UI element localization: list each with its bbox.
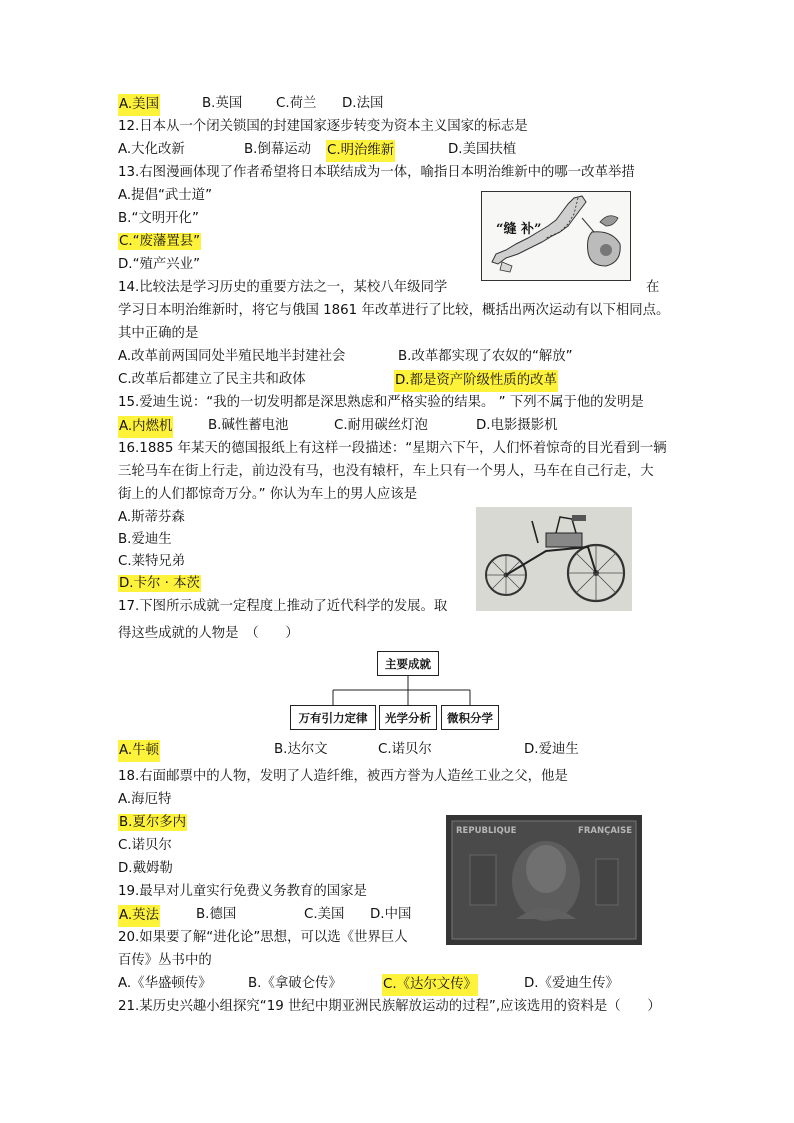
q20-option-d: D.《爱迪生传》 <box>524 976 619 991</box>
q15-option-c: C.耐用碳丝灯泡 <box>334 418 428 433</box>
diagram-node-calculus: 微积分学 <box>441 705 499 730</box>
q16-option-d: D.卡尔 · 本茨 <box>119 576 200 591</box>
q16-option-b: B.爱迪生 <box>118 532 172 547</box>
q18-option-a: A.海厄特 <box>118 792 172 807</box>
q20-stem-line2: 百传》丛书中的 <box>118 953 212 968</box>
chardonnet-stamp-image <box>446 815 642 945</box>
q13-option-c: C.“废藩置县” <box>119 234 201 249</box>
q12-option-a: A.大化改新 <box>118 142 185 157</box>
q17-option-c: C.诺贝尔 <box>378 742 432 757</box>
q11-option-c: C.荷兰 <box>276 96 317 111</box>
q19-option-a: A.英法 <box>118 905 160 927</box>
q14-option-b: B.改革都实现了农奴的“解放” <box>398 349 573 364</box>
japan-cartoon-image <box>481 191 631 281</box>
q13-option-b: B.“文明开化” <box>118 211 199 226</box>
q17-option-d: D.爱迪生 <box>524 742 579 757</box>
q15-option-d: D.电影摄影机 <box>476 418 558 433</box>
q16-stem-line1: 16.1885 年某天的德国报纸上有这样一段描述：“星期六下午，人们怀着惊奇的目光看到一辆 <box>118 441 667 456</box>
q17-stem-line2: 得这些成就的人物是 （ ） <box>118 626 299 641</box>
q11-option-a: A.美国 <box>118 94 160 116</box>
q18-option-d: D.戴姆勒 <box>118 861 173 876</box>
q14-stem-line1: 14.比较法是学习历史的重要方法之一，某校八年级同学 <box>118 280 448 295</box>
q19-stem: 19.最早对儿童实行免费义务教育的国家是 <box>118 884 367 899</box>
q14-stem-tail: 在 <box>646 280 660 295</box>
q19-option-d: D.中国 <box>370 907 412 922</box>
q14-option-c: C.改革后都建立了民主共和政体 <box>118 372 306 387</box>
q15-option-a: A.内燃机 <box>118 416 173 438</box>
q13-option-a: A.提倡“武士道” <box>118 188 213 203</box>
q14-stem-line3: 其中正确的是 <box>118 326 199 341</box>
diagram-node-gravitation: 万有引力定律 <box>290 705 376 730</box>
q20-option-a: A.《华盛顿传》 <box>118 976 212 991</box>
q16-option-a: A.斯蒂芬森 <box>118 510 185 525</box>
q17-stem-line1: 17.下图所示成就一定程度上推动了近代科学的发展。取 <box>118 599 448 614</box>
q19-option-b: B.德国 <box>196 907 237 922</box>
q21-stem: 21.某历史兴趣小组探究“19 世纪中期亚洲民族解放运动的过程”,应该选用的资料是（ ） <box>118 999 661 1014</box>
q20-option-b: B.《拿破仑传》 <box>248 976 342 991</box>
q12-stem: 12.日本从一个闭关锁国的封建国家逐步转变为资本主义国家的标志是 <box>118 119 528 134</box>
q11-option-b: B.英国 <box>202 96 243 111</box>
q16-option-c: C.莱特兄弟 <box>118 554 186 569</box>
q12-option-d: D.美国扶植 <box>448 142 517 157</box>
q13-stem: 13.右图漫画体现了作者希望将日本联结成为一体，喻指日本明治维新中的哪一改革举措 <box>118 165 635 180</box>
q18-option-b: B.夏尔多内 <box>119 815 187 830</box>
q16-stem-line2: 三轮马车在街上行走，前边没有马，也没有辕杆，车上只有一个男人，马车在自己行走，大 <box>118 464 654 479</box>
benz-car-image <box>476 507 632 611</box>
q15-stem: 15.爱迪生说：“我的一切发明都是深思熟虑和严格实验的结果。 ” 下列不属于他的发明是 <box>118 395 644 410</box>
q12-option-c: C.明治维新 <box>326 140 395 162</box>
q14-stem-line2: 学习日本明治维新时，将它与俄国 1861 年改革进行了比较，概括出两次运动有以下相同点。 <box>118 303 670 318</box>
stamp-text-left: REPUBLIQUE <box>456 826 517 836</box>
q14-option-a: A.改革前两国同处半殖民地半封建社会 <box>118 349 346 364</box>
q14-option-d: D.都是资产阶级性质的改革 <box>394 370 558 392</box>
q19-option-c: C.美国 <box>304 907 345 922</box>
q16-stem-line3: 街上的人们都惊奇万分。” 你认为车上的男人应该是 <box>118 487 418 502</box>
stamp-text-right: FRANÇAISE <box>578 826 632 836</box>
q18-option-c: C.诺贝尔 <box>118 838 172 853</box>
diagram-node-optics: 光学分析 <box>379 705 437 730</box>
q20-option-c: C.《达尔文传》 <box>382 974 478 996</box>
q18-stem: 18.右面邮票中的人物，发明了人造纤维，被西方誉为人造丝工业之父，他是 <box>118 769 568 784</box>
q15-option-b: B.碱性蓄电池 <box>208 418 289 433</box>
q20-stem-line1: 20.如果要了解“进化论”思想，可以选《世界巨人 <box>118 930 408 945</box>
q12-option-b: B.倒幕运动 <box>244 142 312 157</box>
q11-option-d: D.法国 <box>342 96 384 111</box>
q17-option-b: B.达尔文 <box>274 742 328 757</box>
q17-option-a: A.牛顿 <box>118 740 160 762</box>
q13-option-d: D.“殖产兴业” <box>118 257 201 272</box>
diagram-root-node: 主要成就 <box>377 651 439 676</box>
cartoon-caption: “缝 补” <box>496 222 542 237</box>
